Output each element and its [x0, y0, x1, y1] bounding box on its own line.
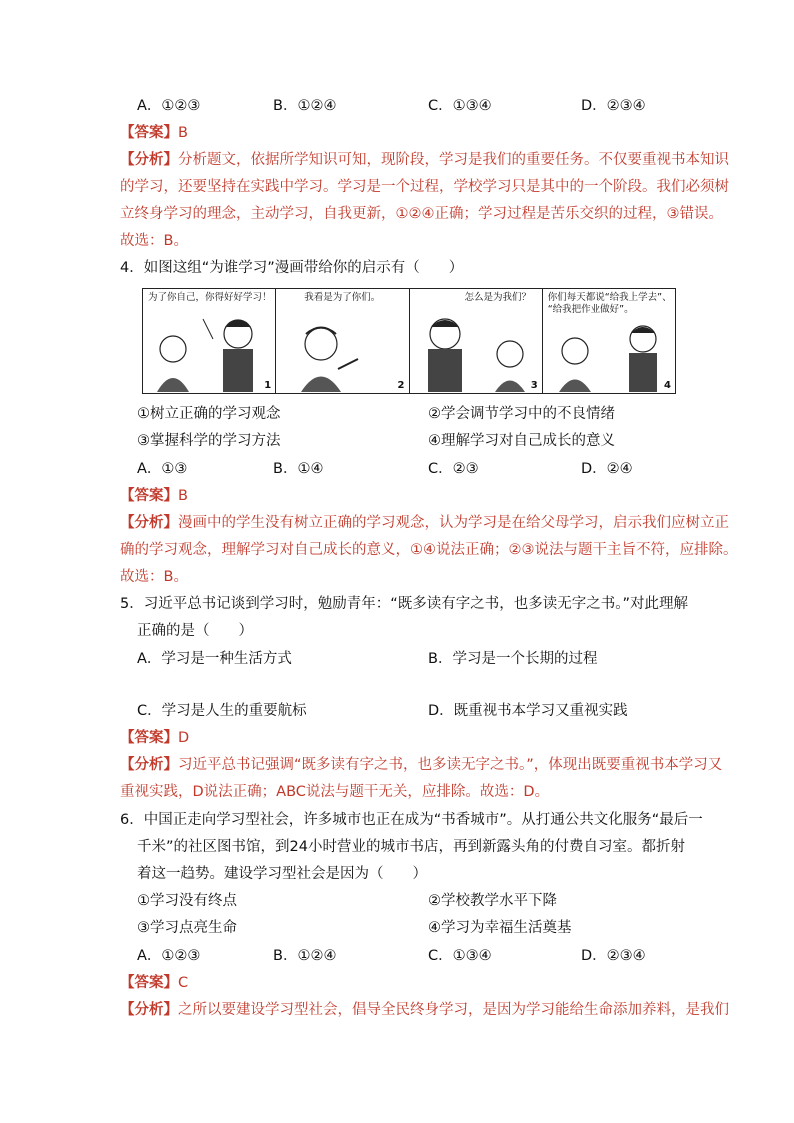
q4-statement-1: ①树立正确的学习观念 [137, 406, 281, 422]
q6-statement-2: ②学校教学水平下降 [428, 893, 557, 909]
q6-option-d: D．②③④ [581, 948, 646, 964]
q3-analysis-line: 故选：B。 [120, 233, 188, 249]
q4-analysis-line: 确的学习观念，理解学习对自己成长的意义，①④说法正确；②③说法与题干主旨不符，应排除。 [120, 542, 738, 558]
comic-panel-number: 4 [664, 380, 671, 391]
q6-stem-line: 6．中国正走向学习型社会，许多城市也正在成为“书香城市”。从打通公共文化服务“最后一 [120, 812, 703, 828]
comic-illustration [143, 289, 276, 392]
q3-analysis-line [120, 150, 729, 170]
analysis-tag: 【分析】 [120, 515, 178, 531]
comic-panel-number: 3 [530, 380, 538, 391]
q3-option-a: A．①②③ [137, 98, 201, 114]
q4-statement-3: ③掌握科学的学习方法 [137, 433, 281, 449]
q6-option-b: B．①②④ [273, 948, 337, 964]
q4-statement-2: ②学会调节学习中的不良情绪 [428, 406, 615, 422]
q3-analysis-line: 立终身学习的理念，主动学习，自我更新，①②④正确；学习过程是苦乐交织的过程，③错误。 [120, 206, 723, 222]
comic-panel-1 [143, 289, 276, 393]
q5-option-b: B．学习是一个长期的过程 [428, 651, 598, 667]
q4-option-a: A．①③ [137, 461, 188, 477]
analysis-text: 之所以要建设学习型社会，倡导全民终身学习，是因为学习能给生命添加养料，是我们 [178, 1002, 729, 1018]
q5-option-d: D．既重视书本学习又重视实践 [428, 703, 628, 719]
q4-analysis-line [120, 513, 729, 533]
q3-option-d: D．②③④ [581, 98, 646, 114]
q6-option-a: A．①②③ [137, 948, 201, 964]
answer-value: C [178, 975, 189, 991]
answer-tag: 【答案】 [120, 730, 178, 746]
comic-speech: 我看是为了你们。 [304, 292, 381, 303]
q4-option-c: C．②③ [428, 461, 479, 477]
answer-value: D [178, 730, 190, 746]
analysis-text: 分析题文，依据所学知识可知，现阶段，学习是我们的重要任务。不仅要重视书本知识 [178, 152, 729, 168]
analysis-tag: 【分析】 [120, 1002, 178, 1018]
q4-stem: 4．如图这组“为谁学习”漫画带给你的启示有（ ） [120, 260, 464, 276]
comic-illustration [410, 289, 543, 392]
comic-speech: 为了你自己，你得好好学习！ [148, 292, 272, 303]
q6-answer [120, 973, 188, 993]
q6-statement-1: ①学习没有终点 [137, 893, 237, 909]
q3-answer [120, 123, 188, 143]
q5-option-a: A．学习是一种生活方式 [137, 651, 292, 667]
answer-tag: 【答案】 [120, 125, 178, 141]
analysis-tag: 【分析】 [120, 152, 178, 168]
q6-statement-4: ④学习为幸福生活奠基 [428, 920, 572, 936]
comic-panel-number: 2 [397, 380, 405, 391]
q4-statement-4: ④理解学习对自己成长的意义 [428, 433, 615, 449]
q3-analysis-line: 的学习，还要坚持在实践中学习。学习是一个过程，学校学习只是其中的一个阶段。我们必须树 [120, 179, 729, 195]
q3-option-b: B．①②④ [273, 98, 337, 114]
analysis-text: 习近平总书记强调“既多读有字之书，也多读无字之书。”，体现出既要重视书本学习又 [178, 757, 723, 773]
q5-option-c: C．学习是人生的重要航标 [137, 703, 307, 719]
answer-value: B [178, 125, 188, 141]
comic-panel-2 [276, 289, 409, 393]
q4-analysis-line: 故选：B。 [120, 569, 188, 585]
q4-answer [120, 486, 188, 506]
q6-stem-line: 着这一趋势。建设学习型社会是因为（ ） [137, 866, 427, 882]
q5-answer [120, 728, 189, 748]
q4-option-d: D．②④ [581, 461, 633, 477]
analysis-text: 漫画中的学生没有树立正确的学习观念，认为学习是在给父母学习，启示我们应树立正 [178, 515, 729, 531]
comic-strip [142, 288, 676, 394]
q4-option-b: B．①④ [273, 461, 324, 477]
q6-analysis-line [120, 1000, 729, 1020]
comic-illustration [276, 289, 409, 392]
q6-option-c: C．①③④ [428, 948, 492, 964]
analysis-tag: 【分析】 [120, 757, 178, 773]
q5-stem-line: 5．习近平总书记谈到学习时，勉励青年：“既多读有字之书，也多读无字之书。”对此理解 [120, 596, 688, 612]
q5-stem-line: 正确的是（ ） [137, 623, 253, 639]
comic-panel-4 [543, 289, 675, 393]
q3-option-c: C．①③④ [428, 98, 492, 114]
comic-illustration [543, 289, 675, 392]
q6-stem-line: 千米”的社区图书馆，到24小时营业的城市书店，再到新露头角的付费自习室。都折射 [137, 839, 685, 855]
comic-panel-3 [410, 289, 543, 393]
q5-analysis-line: 重视实践，D说法正确；ABC说法与题干无关，应排除。故选：D。 [120, 784, 550, 800]
comic-speech: 怎么是为我们？ [464, 292, 532, 303]
answer-tag: 【答案】 [120, 975, 178, 991]
q6-statement-3: ③学习点亮生命 [137, 920, 237, 936]
answer-value: B [178, 488, 188, 504]
q5-analysis-line [120, 755, 722, 775]
comic-panel-number: 1 [264, 380, 272, 391]
comic-speech: 你们每天都说“给我上学去”、 “给我把作业做好”。 [547, 292, 672, 315]
answer-tag: 【答案】 [120, 488, 178, 504]
